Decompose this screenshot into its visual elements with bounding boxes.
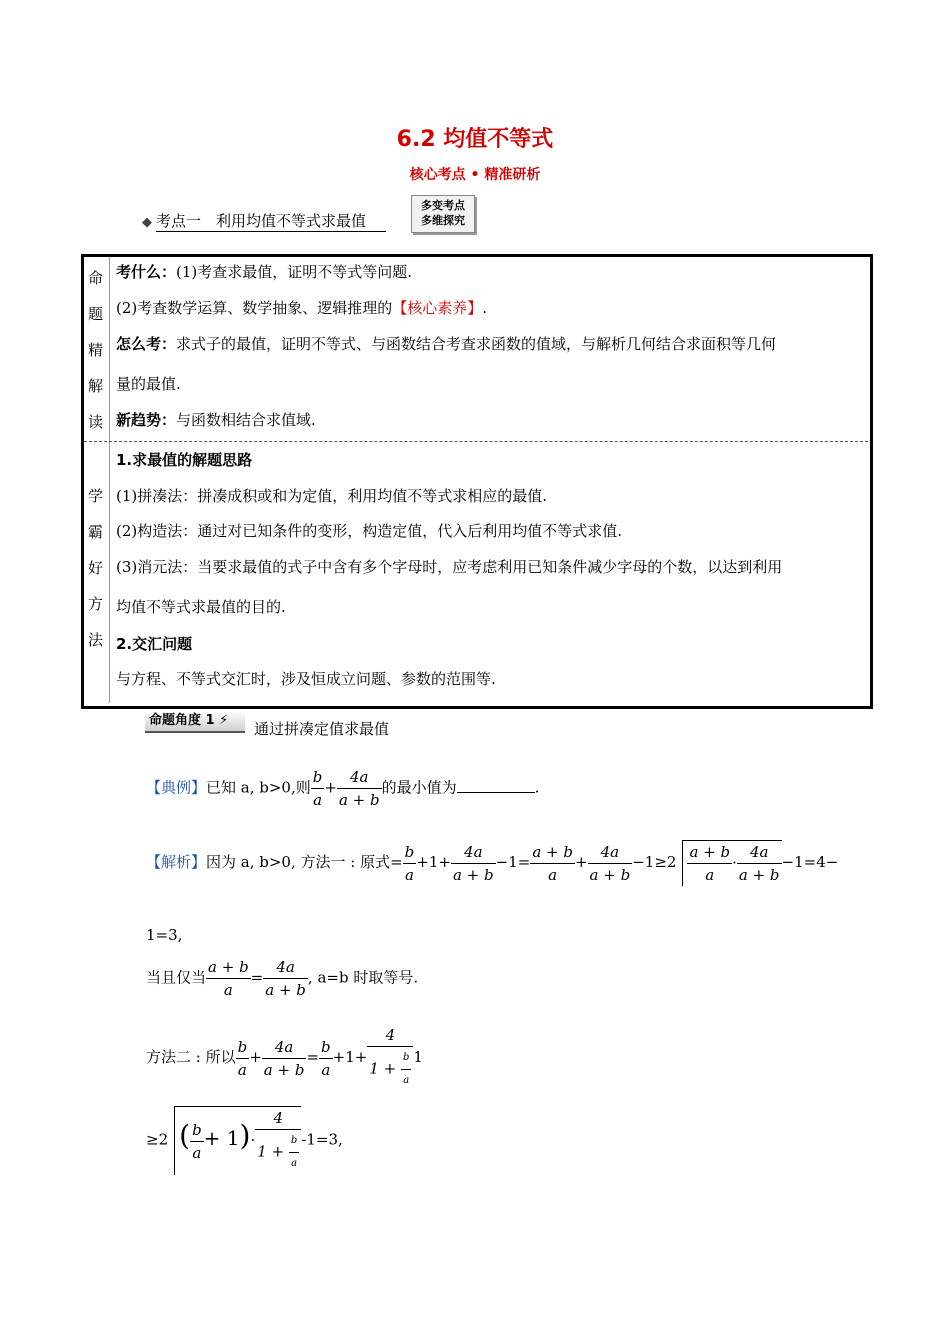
method1-b: (2)构造法：通过对已知条件的变形，构造定值，代入后利用均值不等式求值.	[116, 522, 623, 540]
frac: 4 1 + $\frac{b}{a}$	[255, 1107, 301, 1175]
side-char: 读	[87, 413, 103, 431]
frac: $\frac{4a}{a + b}$	[265, 958, 306, 999]
side-char: 学	[87, 487, 103, 505]
core-literacy-link[interactable]: 【核心素养】	[392, 299, 483, 317]
how-line2: 量的最值.	[116, 375, 181, 393]
box-dashed-divider	[84, 441, 868, 442]
side-char: 解	[87, 377, 103, 395]
sqrt-expression: $\frac{a + b}{a}$ · $\frac{4a}{a + b}$	[682, 840, 781, 886]
badge-line2: 多维探究	[421, 214, 465, 227]
solution-tag: 【解析】	[146, 853, 207, 871]
side-label-bottom	[82, 478, 109, 658]
side-char: 命	[87, 269, 103, 287]
frac: $\frac{a + b}{a}$	[689, 843, 731, 884]
side-char: 精	[87, 341, 103, 359]
method2-text: 与方程、不等式交汇时，涉及恒成立问题、参数的范围等.	[116, 670, 496, 688]
kao-text2-pre: (2)考查数学运算、数学抽象、逻辑推理的	[116, 299, 393, 317]
box-vertical-divider	[109, 257, 110, 703]
method2-ge-line: ≥2 ( $\frac{b}{a}$ + 1)· 4 1 + $\frac{b}{a}$ -1=3,	[146, 1106, 343, 1175]
trend-label: 新趋势：	[116, 411, 177, 429]
example-pre: 已知 a, b>0,则	[206, 778, 311, 797]
frac-4a-over-aplusb: $\frac{4a}{a + b}$	[338, 768, 380, 809]
sqrt-expression-2: ( $\frac{b}{a}$ + 1)· 4 1 + $\frac{b}{a}$	[174, 1106, 301, 1175]
equality-line: 当且仅当 $\frac{a + b}{a}$ = $\frac{4a}{a + b}$ , a=b 时取等号.	[146, 958, 419, 999]
frac: $\frac{4a}{a + b}$	[452, 842, 494, 884]
page-title: 6.2 均值不等式	[396, 127, 554, 152]
frac: $\frac{4a}{a + b}$	[589, 842, 631, 884]
kao-line1	[116, 262, 412, 282]
frac: $\frac{b}{a}$	[404, 842, 415, 884]
frac: $\frac{b}{a}$	[237, 1037, 248, 1079]
method1-c2: 均值不等式求最值的目的.	[116, 598, 286, 616]
answer-blank[interactable]	[457, 792, 535, 793]
angle-tag-label: 命题角度 1	[149, 713, 215, 728]
method2-line: 方法二 : 所以 $\frac{b}{a}$ + $\frac{4a}{a + b}$ = $\frac{b}{a}$ +1+ 4 1 + $\frac{b}{a}$ 1	[146, 1024, 423, 1092]
frac: $\frac{a + b}{a}$	[208, 958, 249, 999]
how-line1	[116, 334, 776, 354]
interpretation-box	[81, 254, 873, 709]
page-subtitle: 核心考点 • 精准研析	[409, 167, 541, 183]
trend-line	[116, 410, 316, 430]
frac: $\frac{b}{a}$	[192, 1120, 202, 1162]
method1-c: (3)消元法：当要求最值的式子中含有多个字母时，应考虑利用已知条件减少字母的个数，以达到利用	[116, 558, 783, 576]
trend-text: 与函数相结合求值域.	[176, 411, 316, 429]
example-tag: 【典例】	[146, 778, 207, 797]
side-label-top	[82, 260, 109, 440]
kao-text2-post: .	[482, 299, 488, 317]
method2-title: 2.交汇问题	[116, 635, 193, 653]
frac: $\frac{4a}{a + b}$	[263, 1037, 305, 1079]
solution-cont: 1=3,	[146, 926, 183, 944]
kao-text: (1)考查求最值，证明不等式等问题.	[176, 263, 413, 281]
how-label: 怎么考：	[116, 335, 177, 353]
kaodian-label: 考点一 利用均值不等式求最值	[156, 210, 386, 232]
angle-tag	[145, 711, 245, 733]
lightning-icon: ⚡	[214, 713, 229, 728]
frac: 4 1 + $\frac{b}{a}$	[367, 1024, 413, 1092]
side-char: 好	[87, 559, 103, 577]
kao-line2	[116, 298, 487, 318]
method1-title: 1.求最值的解题思路	[116, 451, 253, 469]
frac-b-over-a: $\frac{b}{a}$	[312, 768, 323, 809]
kaodian-badge	[411, 195, 475, 233]
side-char: 题	[87, 305, 103, 323]
example-line: 【典例】已知 a, b>0,则 $\frac{b}{a}$ + $\frac{4a}{a + b}$ 的最小值为 .	[146, 768, 540, 809]
frac: $\frac{a + b}{a}$	[532, 842, 573, 884]
side-char: 霸	[87, 523, 103, 541]
example-post: 的最小值为	[381, 778, 457, 797]
side-char: 法	[87, 631, 103, 649]
frac: $\frac{4a}{a + b}$	[738, 843, 780, 884]
side-char: 方	[87, 595, 103, 613]
kao-label: 考什么：	[116, 263, 177, 281]
badge-line1: 多变考点	[421, 199, 465, 212]
how-text: 求式子的最值，证明不等式、与函数结合考查求函数的值域，与解析几何结合求面积等几何	[176, 335, 777, 353]
solution-line1-text: 因为 a, b>0, 方法一 : 原式=	[206, 853, 403, 871]
diamond-icon: ◆	[142, 215, 152, 230]
kaodian-heading	[142, 210, 386, 232]
method1-a: (1)拼凑法：拼凑成积或和为定值，利用均值不等式求相应的最值.	[116, 487, 548, 505]
solution-line1: 【解析】因为 a, b>0, 方法一 : 原式= $\frac{b}{a}$ +1+ $\frac{4a}{a + b}$ −1= $\frac{a + b}{a}$ + $\frac{4a}{a + b}$ −1≥2 $\frac{a + b}{a}$ · $\frac{4a}{a + b}$ −1=4−	[146, 840, 838, 886]
frac: $\frac{b}{a}$	[321, 1037, 331, 1079]
angle-text: 通过拼凑定值求最值	[254, 720, 390, 738]
